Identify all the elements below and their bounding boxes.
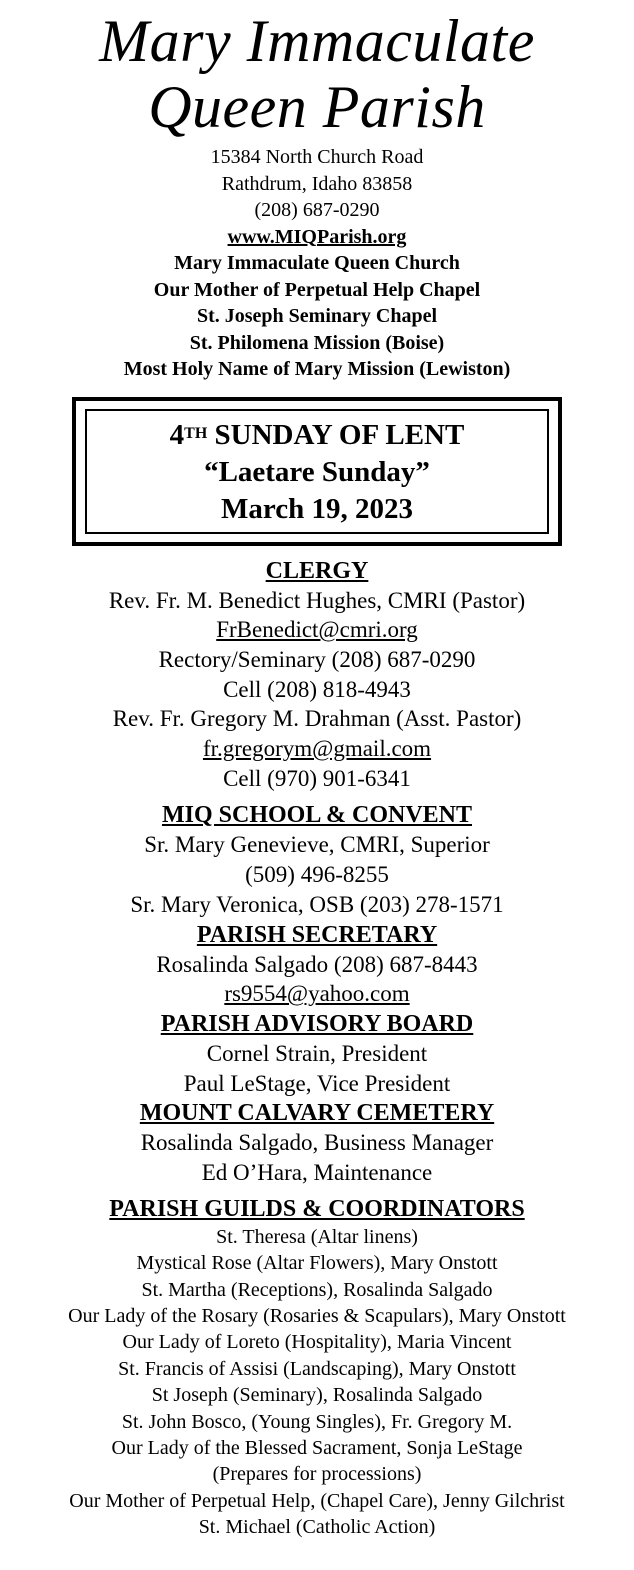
location-boise-mission: St. Philomena Mission (Boise) [189, 331, 445, 354]
clergy-heading: CLERGY [265, 557, 369, 584]
feast-subtitle: “Laetare Sunday” [204, 455, 430, 488]
location-church: Mary Immaculate Queen Church [174, 252, 460, 274]
feast-box-inner [85, 409, 549, 534]
feast-number: 4 [169, 418, 185, 451]
asst-pastor-name: Rev. Fr. Gregory M. Drahman (Asst. Pastor) [112, 706, 522, 732]
pastor-cell: Cell (208) 818-4943 [223, 676, 411, 702]
guild-item: St. Martha (Receptions), Rosalinda Salgado [141, 1278, 493, 1301]
website-link[interactable]: www.MIQParish.org [227, 225, 407, 248]
parish-contact-block [0, 144, 634, 383]
board-president: Cornel Strain, President [206, 1040, 428, 1066]
secretary-heading: PARISH SECRETARY [196, 921, 438, 948]
cemetery-heading: MOUNT CALVARY CEMETERY [139, 1100, 495, 1127]
school-sister-veronica: Sr. Mary Veronica, OSB (203) 278-1571 [130, 891, 504, 917]
city-state: Rathdrum, Idaho 83858 [221, 172, 413, 195]
pastor-name: Rev. Fr. M. Benedict Hughes, CMRI (Pastor) [108, 587, 526, 613]
guilds-heading: PARISH GUILDS & COORDINATORS [109, 1195, 525, 1222]
guild-item: Our Lady of the Rosary (Rosaries & Scapulars), Mary Onstott [68, 1304, 566, 1327]
school-superior: Sr. Mary Genevieve, CMRI, Superior [144, 832, 490, 858]
guild-item: Our Mother of Perpetual Help, (Chapel Care), Jenny Gilchrist [69, 1489, 565, 1512]
location-chapel: Our Mother of Perpetual Help Chapel [153, 278, 481, 301]
advisory-board-heading: PARISH ADVISORY BOARD [160, 1010, 474, 1037]
asst-pastor-cell: Cell (970) 901-6341 [223, 765, 411, 791]
guild-item: St. Francis of Assisi (Landscaping), Mary Onstott [118, 1357, 516, 1380]
feast-date: March 19, 2023 [221, 492, 413, 525]
secretary-email-link[interactable]: rs9554@yahoo.com [224, 981, 410, 1007]
guild-item: St. Theresa (Altar linens) [216, 1225, 418, 1248]
feast-ordinal-suffix: TH [184, 424, 208, 442]
guild-item: St Joseph (Seminary), Rosalinda Salgado [151, 1384, 483, 1407]
location-seminary-chapel: St. Joseph Seminary Chapel [196, 305, 438, 327]
pastor-email-link[interactable]: FrBenedict@cmri.org [216, 617, 418, 643]
asst-pastor-email-link[interactable]: fr.gregorym@gmail.com [202, 736, 432, 762]
street-address: 15384 North Church Road [210, 146, 424, 168]
guild-item: (Prepares for processions) [212, 1463, 422, 1486]
guilds-list [0, 1224, 634, 1541]
rectory-phone: Rectory/Seminary (208) 687-0290 [158, 646, 476, 672]
cemetery-manager: Rosalinda Salgado, Business Manager [140, 1130, 494, 1156]
guild-item: Our Lady of the Blessed Sacrament, Sonja LeStage [111, 1437, 523, 1459]
guild-item: Our Lady of Loreto (Hospitality), Maria Vincent [122, 1331, 512, 1354]
location-lewiston-mission: Most Holy Name of Mary Mission (Lewiston) [123, 358, 511, 380]
feast-box [72, 397, 562, 546]
parish-phone: (208) 687-0290 [254, 199, 380, 221]
school-superior-phone: (509) 496-8255 [245, 862, 389, 888]
parish-title-line2: Queen Parish [148, 74, 486, 140]
secretary-name-phone: Rosalinda Salgado (208) 687-8443 [156, 951, 478, 977]
school-heading: MIQ SCHOOL & CONVENT [161, 802, 473, 829]
feast-title-rest: SUNDAY OF LENT [207, 418, 465, 451]
cemetery-maintenance: Ed O’Hara, Maintenance [201, 1160, 433, 1186]
guild-item: Mystical Rose (Altar Flowers), Mary Onstott [136, 1252, 498, 1275]
bulletin-page [0, 8, 634, 1570]
guild-item: St. Michael (Catholic Action) [198, 1516, 436, 1539]
board-vice-president: Paul LeStage, Vice President [183, 1070, 451, 1096]
parish-title-line1: Mary Immaculate [99, 8, 535, 74]
guild-item: St. John Bosco, (Young Singles), Fr. Gregory M. [121, 1410, 513, 1433]
feast-title [87, 417, 547, 454]
